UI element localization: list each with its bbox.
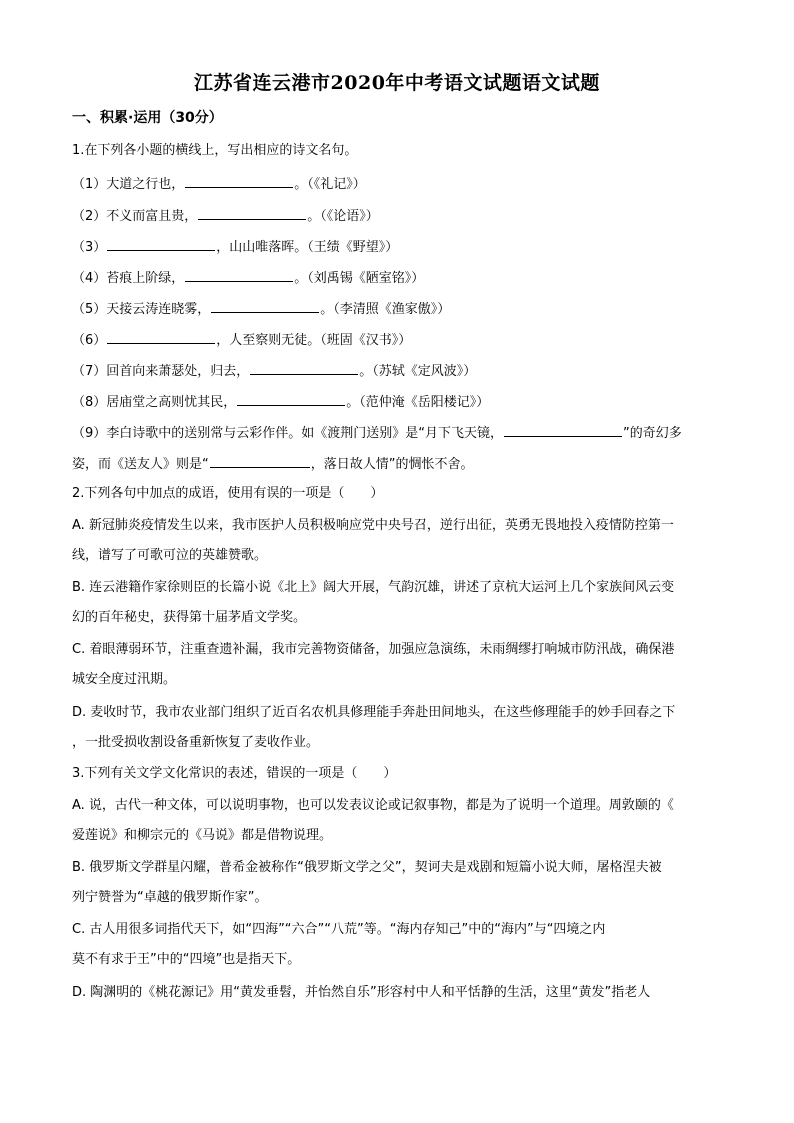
item-text-before: （6）: [72, 333, 107, 348]
answer-blank[interactable]: [210, 453, 310, 468]
question-1-item-8: [72, 391, 722, 413]
answer-blank[interactable]: [107, 329, 215, 344]
question-1-item-1: [72, 173, 722, 195]
answer-blank[interactable]: [237, 391, 345, 406]
item-text-after: 。（《论语》）: [307, 209, 379, 224]
question-2-option-c-cont: 城安全度过汛期。: [72, 672, 177, 687]
item-text-before: （5）天接云涛连晓雾，: [72, 302, 211, 317]
item-text-after: ”的奇幻多: [623, 426, 682, 441]
item-text-after: 。（苏轼《定风波》）: [359, 364, 477, 379]
question-2-option-a: A. 新冠肺炎疫情发生以来，我市医护人员积极响应党中央号召，逆行出征，英勇无畏地投入疫情防控第一: [72, 518, 674, 533]
item-text-before: （8）居庙堂之高则忧其民，: [72, 395, 237, 410]
question-2-option-c: C. 着眼薄弱环节，注重查遗补漏，我市完善物资储备，加强应急演练，未雨绸缪打响城市防汛战，确保港: [72, 642, 675, 657]
item-text-before: 姿，而《送友人》则是“: [72, 457, 209, 472]
question-3-stem: 3.下列有关文学文化常识的表述，错误的一项是（ ）: [72, 766, 397, 781]
item-text-before: （4）苔痕上阶绿，: [72, 271, 185, 286]
question-3-option-b: B. 俄罗斯文学群星闪耀，普希金被称作“俄罗斯文学之父”，契诃夫是戏剧和短篇小说大师，屠格涅夫被: [72, 860, 662, 875]
section-heading: 一、积累·运用（30分）: [72, 110, 223, 126]
question-2-option-b-cont: 幻的百年秘史，获得第十届茅盾文学奖。: [72, 610, 307, 625]
item-text-after: 。（《礼记》）: [294, 177, 366, 192]
answer-blank[interactable]: [211, 298, 319, 313]
item-text-after: ，山山唯落晖。（王绩《野望》）: [216, 240, 399, 255]
document-title: 江苏省连云港市2020年中考语文试题语文试题: [194, 72, 600, 94]
question-2-option-d-cont: ，一批受损收割设备重新恢复了麦收作业。: [72, 735, 320, 750]
answer-blank[interactable]: [185, 173, 293, 188]
question-1-item-6: [72, 329, 722, 351]
answer-blank[interactable]: [107, 236, 215, 251]
question-1-item-4: [72, 267, 722, 289]
question-2-option-a-cont: 线，谱写了可歌可泣的英雄赞歌。: [72, 548, 268, 563]
item-text-before: （2）不义而富且贵，: [72, 209, 198, 224]
answer-blank[interactable]: [504, 422, 622, 437]
item-text-before: （3）: [72, 240, 107, 255]
item-text-after: ，落日故人情”的惆怅不舍。: [310, 457, 474, 472]
item-text-after: 。（刘禹锡《陋室铭》）: [294, 271, 425, 286]
question-1-item-2: [72, 205, 722, 227]
item-text-after: 。（李清照《渔家傲》）: [320, 302, 451, 317]
question-1-stem: 1.在下列各小题的横线上，写出相应的诗文名句。: [72, 143, 358, 158]
item-text-after: ，人至察则无徒。（班固《汉书》）: [216, 333, 412, 348]
answer-blank[interactable]: [250, 360, 358, 375]
question-1-item-9-line-2: [72, 453, 722, 475]
item-text-before: （1）大道之行也，: [72, 177, 185, 192]
question-2-option-b: B. 连云港籍作家徐则臣的长篇小说《北上》阔大开展，气韵沉雄，讲述了京杭大运河上几个家族间风云变: [72, 580, 675, 595]
question-1-item-3: [72, 236, 722, 258]
answer-blank[interactable]: [198, 205, 306, 220]
item-text-before: （9）李白诗歌中的送别常与云彩作伴。如《渡荆门送别》是“月下飞天镜，: [72, 426, 504, 441]
answer-blank[interactable]: [185, 267, 293, 282]
question-3-option-c: C. 古人用很多词指代天下，如“四海”“六合”“八荒”等。“海内存知己”中的“海内”与“四境之内: [72, 922, 606, 937]
question-3-option-d: D. 陶渊明的《桃花源记》用“黄发垂髫，并怡然自乐”形容村中人和平恬静的生活，这里“黄发”指老人: [72, 985, 651, 1000]
question-3-option-a-cont: 爱莲说》和柳宗元的《马说》都是借物说理。: [72, 828, 333, 843]
question-3-option-a: A. 说，古代一种文体，可以说明事物，也可以发表议论或记叙事物，都是为了说明一个道理。周敦颐的《: [72, 798, 674, 813]
question-2-option-d: D. 麦收时节，我市农业部门组织了近百名农机具修理能手奔赴田间地头，在这些修理能手的妙手回春之下: [72, 705, 676, 720]
question-3-option-c-cont: 莫不有求于王”中的“四境”也是指天下。: [72, 952, 301, 967]
item-text-after: 。（范仲淹《岳阳楼记》）: [346, 395, 490, 410]
question-2-stem: 2.下列各句中加点的成语，使用有误的一项是（ ）: [72, 486, 384, 501]
question-1-item-7: [72, 360, 722, 382]
question-1-item-9-line-1: [72, 422, 722, 444]
question-1-item-5: [72, 298, 722, 320]
item-text-before: （7）回首向来萧瑟处，归去，: [72, 364, 250, 379]
question-3-option-b-cont: 列宁赞誉为“卓越的俄罗斯作家”。: [72, 890, 268, 905]
